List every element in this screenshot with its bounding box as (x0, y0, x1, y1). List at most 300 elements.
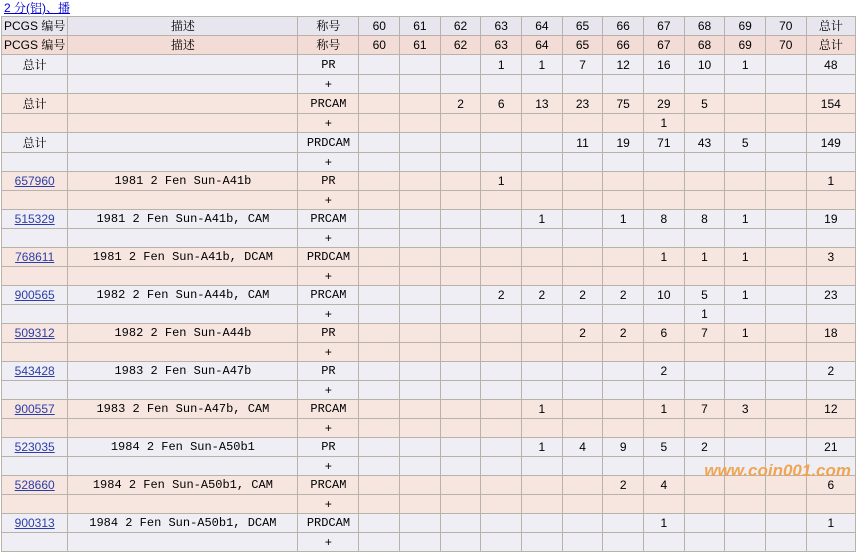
cell-plus-grade-66 (603, 533, 644, 552)
cell-plus-grade-68 (684, 267, 725, 286)
cell-plus-grade-70 (765, 229, 806, 248)
cell-plus-pcgs (2, 153, 68, 172)
cell-plus-description (68, 191, 298, 210)
cell-plus-grade-64 (522, 343, 563, 362)
cell-plus-total (806, 114, 855, 133)
cell-plus-grade-68 (684, 114, 725, 133)
col-header2-pcgs[interactable]: PCGS 编号 (2, 36, 68, 55)
table-row-plus (2, 191, 856, 210)
cell-designation: PRDCAM (298, 514, 359, 533)
link-aluminum[interactable]: (铝)、播 (26, 1, 71, 15)
cell-plus-grade-61 (400, 114, 441, 133)
cell-grade-62 (440, 324, 481, 343)
cell-plus-marker: + (298, 305, 359, 324)
cell-plus-grade-65 (562, 419, 603, 438)
cell-grade-67: 6 (644, 324, 685, 343)
table-row (2, 133, 856, 153)
cell-plus-grade-60 (359, 343, 400, 362)
table-row-plus (2, 381, 856, 400)
cell-plus-grade-63 (481, 457, 522, 476)
cell-grade-68: 43 (684, 133, 725, 153)
col-header-67[interactable]: 67 (644, 17, 685, 36)
cell-grade-68: 10 (684, 55, 725, 75)
table-row-plus (2, 114, 856, 133)
cell-description: 1982 2 Fen Sun-A44b (68, 324, 298, 343)
cell-grade-61 (400, 286, 441, 305)
cell-plus-grade-69 (725, 457, 766, 476)
cell-plus-grade-65 (562, 75, 603, 94)
cell-grade-68 (684, 514, 725, 533)
cell-grade-66: 2 (603, 324, 644, 343)
cell-plus-grade-66 (603, 457, 644, 476)
cell-plus-grade-64 (522, 457, 563, 476)
cell-plus-pcgs (2, 75, 68, 94)
cell-plus-grade-61 (400, 419, 441, 438)
cell-grade-70 (765, 210, 806, 229)
cell-grade-68: 7 (684, 400, 725, 419)
cell-plus-grade-70 (765, 75, 806, 94)
cell-grade-65: 11 (562, 133, 603, 153)
cell-plus-grade-65 (562, 114, 603, 133)
cell-grade-67: 16 (644, 55, 685, 75)
pcgs-number-link[interactable]: 900565 (14, 288, 55, 302)
cell-plus-grade-63 (481, 381, 522, 400)
header-row-secondary (2, 36, 856, 55)
cell-plus-description (68, 305, 298, 324)
cell-grade-64 (522, 133, 563, 153)
table-row (2, 476, 856, 495)
cell-grade-63 (481, 210, 522, 229)
table-row (2, 55, 856, 75)
col-header-68[interactable]: 68 (684, 17, 725, 36)
cell-grade-65 (562, 210, 603, 229)
cell-plus-grade-68 (684, 381, 725, 400)
col-header-60[interactable]: 60 (359, 17, 400, 36)
table-row-plus (2, 495, 856, 514)
cell-description: 1981 2 Fen Sun-A41b (68, 172, 298, 191)
cell-plus-grade-60 (359, 533, 400, 552)
cell-plus-grade-67 (644, 457, 685, 476)
cell-plus-total (806, 533, 855, 552)
cell-plus-description (68, 343, 298, 362)
cell-plus-grade-64 (522, 495, 563, 514)
cell-plus-grade-69 (725, 267, 766, 286)
col-header-total[interactable]: 总计 (806, 17, 855, 36)
cell-grade-61 (400, 362, 441, 381)
cell-plus-grade-67 (644, 419, 685, 438)
cell-plus-grade-67 (644, 153, 685, 172)
cell-grade-62 (440, 286, 481, 305)
cell-grade-63 (481, 362, 522, 381)
cell-designation: PR (298, 55, 359, 75)
cell-total: 23 (806, 286, 855, 305)
cell-pcgs-number[interactable] (2, 172, 68, 191)
cell-plus-grade-63 (481, 419, 522, 438)
pcgs-number-link[interactable]: 509312 (14, 326, 55, 340)
cell-grade-67: 71 (644, 133, 685, 153)
cell-total: 18 (806, 324, 855, 343)
col-header2-70[interactable]: 70 (765, 36, 806, 55)
cell-plus-grade-68 (684, 343, 725, 362)
pcgs-number-link[interactable]: 657960 (14, 174, 55, 188)
cell-grade-68: 1 (684, 248, 725, 267)
cell-grade-62 (440, 55, 481, 75)
cell-plus-grade-61 (400, 457, 441, 476)
pcgs-number-link[interactable]: 543428 (14, 364, 55, 378)
cell-grade-60 (359, 514, 400, 533)
cell-plus-pcgs (2, 495, 68, 514)
cell-grade-64: 2 (522, 286, 563, 305)
cell-plus-grade-62 (440, 457, 481, 476)
cell-pcgs-number[interactable] (2, 476, 68, 495)
cell-pcgs-number[interactable] (2, 400, 68, 419)
cell-designation: PRCAM (298, 210, 359, 229)
cell-plus-pcgs (2, 419, 68, 438)
col-header2-63[interactable]: 63 (481, 36, 522, 55)
cell-pcgs-number: 总计 (2, 133, 68, 153)
cell-plus-grade-62 (440, 343, 481, 362)
cell-grade-64: 1 (522, 400, 563, 419)
cell-grade-60 (359, 324, 400, 343)
cell-plus-grade-63 (481, 153, 522, 172)
col-header2-62[interactable]: 62 (440, 36, 481, 55)
cell-grade-69 (725, 514, 766, 533)
col-header2-65[interactable]: 65 (562, 36, 603, 55)
cell-plus-grade-68: 1 (684, 305, 725, 324)
cell-description: 1983 2 Fen Sun-A47b, CAM (68, 400, 298, 419)
cell-plus-grade-66 (603, 153, 644, 172)
cell-grade-61 (400, 514, 441, 533)
cell-grade-65: 2 (562, 324, 603, 343)
cell-plus-grade-70 (765, 533, 806, 552)
cell-plus-grade-69 (725, 305, 766, 324)
cell-grade-69 (725, 94, 766, 114)
cell-grade-63 (481, 438, 522, 457)
cell-grade-63 (481, 514, 522, 533)
cell-plus-grade-66 (603, 75, 644, 94)
col-header2-69[interactable]: 69 (725, 36, 766, 55)
cell-grade-66 (603, 248, 644, 267)
cell-grade-64 (522, 514, 563, 533)
cell-plus-pcgs (2, 267, 68, 286)
watermark: www.coin001.com (704, 461, 851, 480)
pcgs-number-link[interactable]: 900313 (14, 516, 55, 530)
cell-plus-grade-64 (522, 419, 563, 438)
cell-total: 1 (806, 172, 855, 191)
cell-plus-grade-62 (440, 419, 481, 438)
cell-plus-grade-62 (440, 75, 481, 94)
col-header2-61[interactable]: 61 (400, 36, 441, 55)
cell-grade-63: 2 (481, 286, 522, 305)
cell-plus-description (68, 533, 298, 552)
cell-grade-60 (359, 133, 400, 153)
cell-grade-70 (765, 514, 806, 533)
table-row-plus (2, 75, 856, 94)
cell-plus-grade-61 (400, 267, 441, 286)
cell-grade-70 (765, 400, 806, 419)
cell-grade-69: 1 (725, 55, 766, 75)
cell-plus-grade-66 (603, 191, 644, 210)
cell-grade-68: 7 (684, 324, 725, 343)
cell-plus-total (806, 419, 855, 438)
cell-grade-63: 1 (481, 55, 522, 75)
col-header-69[interactable]: 69 (725, 17, 766, 36)
cell-plus-grade-66 (603, 495, 644, 514)
cell-plus-grade-61 (400, 533, 441, 552)
cell-grade-62 (440, 133, 481, 153)
cell-plus-grade-62 (440, 267, 481, 286)
cell-grade-60 (359, 94, 400, 114)
cell-plus-grade-64 (522, 305, 563, 324)
cell-grade-61 (400, 210, 441, 229)
cell-grade-69: 1 (725, 286, 766, 305)
cell-grade-60 (359, 286, 400, 305)
cell-plus-marker: + (298, 229, 359, 248)
cell-plus-grade-60 (359, 114, 400, 133)
cell-designation: PRDCAM (298, 248, 359, 267)
col-header-66[interactable]: 66 (603, 17, 644, 36)
cell-grade-70 (765, 172, 806, 191)
col-header-70[interactable]: 70 (765, 17, 806, 36)
cell-grade-69 (725, 172, 766, 191)
cell-plus-pcgs (2, 229, 68, 248)
col-header-61[interactable]: 61 (400, 17, 441, 36)
cell-plus-grade-69 (725, 381, 766, 400)
cell-designation: PR (298, 438, 359, 457)
table-row (2, 172, 856, 191)
cell-designation: PR (298, 362, 359, 381)
col-header2-desc[interactable]: 描述 (68, 36, 298, 55)
cell-plus-grade-63 (481, 305, 522, 324)
cell-plus-grade-67 (644, 229, 685, 248)
cell-grade-68 (684, 476, 725, 495)
cell-pcgs-number[interactable] (2, 210, 68, 229)
pcgs-number-link[interactable]: 528660 (14, 478, 55, 492)
cell-plus-grade-65 (562, 533, 603, 552)
cell-grade-65 (562, 248, 603, 267)
cell-plus-marker: + (298, 419, 359, 438)
cell-plus-grade-60 (359, 153, 400, 172)
cell-plus-grade-70 (765, 419, 806, 438)
pcgs-number-link[interactable]: 523035 (14, 440, 55, 454)
cell-grade-67: 5 (644, 438, 685, 457)
cell-plus-marker: + (298, 343, 359, 362)
cell-grade-68: 2 (684, 438, 725, 457)
cell-plus-grade-60 (359, 457, 400, 476)
breadcrumb (0, 0, 857, 16)
cell-grade-60 (359, 172, 400, 191)
cell-grade-64: 1 (522, 438, 563, 457)
cell-plus-pcgs (2, 343, 68, 362)
cell-total: 21 (806, 438, 855, 457)
cell-grade-64 (522, 248, 563, 267)
cell-grade-62 (440, 438, 481, 457)
cell-grade-70 (765, 94, 806, 114)
cell-plus-grade-60 (359, 229, 400, 248)
cell-grade-69 (725, 476, 766, 495)
cell-designation: PRCAM (298, 476, 359, 495)
pcgs-number-link[interactable]: 900557 (14, 402, 55, 416)
col-header2-60[interactable]: 60 (359, 36, 400, 55)
cell-plus-grade-65 (562, 343, 603, 362)
cell-plus-grade-68 (684, 191, 725, 210)
cell-description: 1983 2 Fen Sun-A47b (68, 362, 298, 381)
cell-plus-grade-66 (603, 267, 644, 286)
cell-grade-69: 1 (725, 248, 766, 267)
cell-grade-63 (481, 324, 522, 343)
col-header-desc[interactable]: 描述 (68, 17, 298, 36)
cell-grade-63: 1 (481, 172, 522, 191)
cell-plus-grade-60 (359, 419, 400, 438)
pcgs-number-link[interactable]: 515329 (14, 212, 55, 226)
cell-total: 1 (806, 514, 855, 533)
population-table (1, 16, 856, 552)
col-header2-68[interactable]: 68 (684, 36, 725, 55)
cell-plus-grade-69 (725, 75, 766, 94)
cell-pcgs-number[interactable] (2, 286, 68, 305)
cell-grade-60 (359, 438, 400, 457)
cell-pcgs-number[interactable] (2, 324, 68, 343)
cell-plus-grade-67 (644, 267, 685, 286)
cell-plus-grade-67 (644, 343, 685, 362)
cell-plus-grade-64 (522, 229, 563, 248)
cell-grade-61 (400, 324, 441, 343)
cell-plus-grade-60 (359, 305, 400, 324)
col-header-62[interactable]: 62 (440, 17, 481, 36)
cell-pcgs-number[interactable] (2, 362, 68, 381)
cell-plus-grade-68 (684, 419, 725, 438)
cell-pcgs-number[interactable] (2, 514, 68, 533)
cell-plus-grade-70 (765, 191, 806, 210)
cell-grade-66 (603, 400, 644, 419)
cell-description: 1984 2 Fen Sun-A50b1 (68, 438, 298, 457)
cell-grade-62 (440, 476, 481, 495)
cell-grade-62 (440, 248, 481, 267)
cell-grade-63: 6 (481, 94, 522, 114)
cell-grade-61 (400, 400, 441, 419)
cell-grade-66: 2 (603, 286, 644, 305)
cell-plus-grade-62 (440, 533, 481, 552)
cell-grade-65 (562, 400, 603, 419)
cell-plus-grade-67 (644, 305, 685, 324)
cell-designation: PRDCAM (298, 133, 359, 153)
cell-pcgs-number: 总计 (2, 94, 68, 114)
cell-plus-grade-62 (440, 495, 481, 514)
cell-plus-marker: + (298, 153, 359, 172)
cell-plus-grade-64 (522, 533, 563, 552)
cell-plus-marker: + (298, 75, 359, 94)
cell-description: 1981 2 Fen Sun-A41b, DCAM (68, 248, 298, 267)
cell-plus-grade-69 (725, 419, 766, 438)
cell-plus-grade-66 (603, 381, 644, 400)
col-header2-67[interactable]: 67 (644, 36, 685, 55)
table-header (2, 17, 856, 55)
table-row (2, 362, 856, 381)
cell-grade-62 (440, 210, 481, 229)
cell-plus-grade-70 (765, 305, 806, 324)
table-row (2, 94, 856, 114)
cell-plus-grade-65 (562, 381, 603, 400)
cell-plus-description (68, 229, 298, 248)
cell-grade-61 (400, 55, 441, 75)
cell-total: 154 (806, 94, 855, 114)
cell-plus-grade-62 (440, 153, 481, 172)
cell-plus-grade-67 (644, 191, 685, 210)
col-header-64[interactable]: 64 (522, 17, 563, 36)
cell-plus-grade-67 (644, 75, 685, 94)
cell-grade-61 (400, 438, 441, 457)
cell-grade-68: 5 (684, 94, 725, 114)
cell-description: 1982 2 Fen Sun-A44b, CAM (68, 286, 298, 305)
cell-designation: PRCAM (298, 400, 359, 419)
cell-plus-marker: + (298, 267, 359, 286)
cell-grade-66: 12 (603, 55, 644, 75)
cell-grade-69: 5 (725, 133, 766, 153)
pcgs-number-link[interactable]: 768611 (15, 250, 55, 264)
cell-grade-66 (603, 362, 644, 381)
cell-grade-64: 1 (522, 55, 563, 75)
col-header2-66[interactable]: 66 (603, 36, 644, 55)
cell-plus-total (806, 381, 855, 400)
cell-pcgs-number[interactable] (2, 248, 68, 267)
cell-grade-64 (522, 172, 563, 191)
cell-plus-grade-70 (765, 457, 806, 476)
cell-grade-62 (440, 400, 481, 419)
table-row-plus (2, 153, 856, 172)
col-header2-64[interactable]: 64 (522, 36, 563, 55)
cell-plus-grade-69 (725, 191, 766, 210)
cell-plus-description (68, 495, 298, 514)
cell-grade-61 (400, 248, 441, 267)
cell-plus-grade-68 (684, 153, 725, 172)
cell-grade-60 (359, 248, 400, 267)
cell-plus-pcgs (2, 533, 68, 552)
col-header-65[interactable]: 65 (562, 17, 603, 36)
cell-plus-total (806, 495, 855, 514)
cell-plus-grade-65 (562, 229, 603, 248)
col-header2-total[interactable]: 总计 (806, 36, 855, 55)
cell-pcgs-number[interactable] (2, 438, 68, 457)
cell-plus-grade-65 (562, 305, 603, 324)
cell-plus-total (806, 75, 855, 94)
table-row (2, 210, 856, 229)
cell-grade-68 (684, 362, 725, 381)
cell-grade-69 (725, 362, 766, 381)
cell-grade-70 (765, 286, 806, 305)
link-2-fen[interactable]: 2 分 (4, 1, 27, 15)
cell-plus-grade-66 (603, 305, 644, 324)
cell-grade-65 (562, 514, 603, 533)
col-header-pcgs[interactable]: PCGS 编号 (2, 17, 68, 36)
col-header-63[interactable]: 63 (481, 17, 522, 36)
cell-total: 12 (806, 400, 855, 419)
col-header-grade[interactable]: 称号 (298, 17, 359, 36)
cell-plus-total (806, 229, 855, 248)
cell-designation: PRCAM (298, 94, 359, 114)
cell-grade-66: 19 (603, 133, 644, 153)
cell-plus-grade-68 (684, 495, 725, 514)
cell-total: 19 (806, 210, 855, 229)
cell-grade-66: 75 (603, 94, 644, 114)
cell-plus-grade-62 (440, 381, 481, 400)
cell-plus-grade-69 (725, 229, 766, 248)
cell-plus-marker: + (298, 381, 359, 400)
cell-plus-pcgs (2, 191, 68, 210)
cell-grade-70 (765, 324, 806, 343)
col-header2-grade[interactable]: 称号 (298, 36, 359, 55)
cell-plus-grade-67: 1 (644, 114, 685, 133)
cell-grade-63 (481, 133, 522, 153)
